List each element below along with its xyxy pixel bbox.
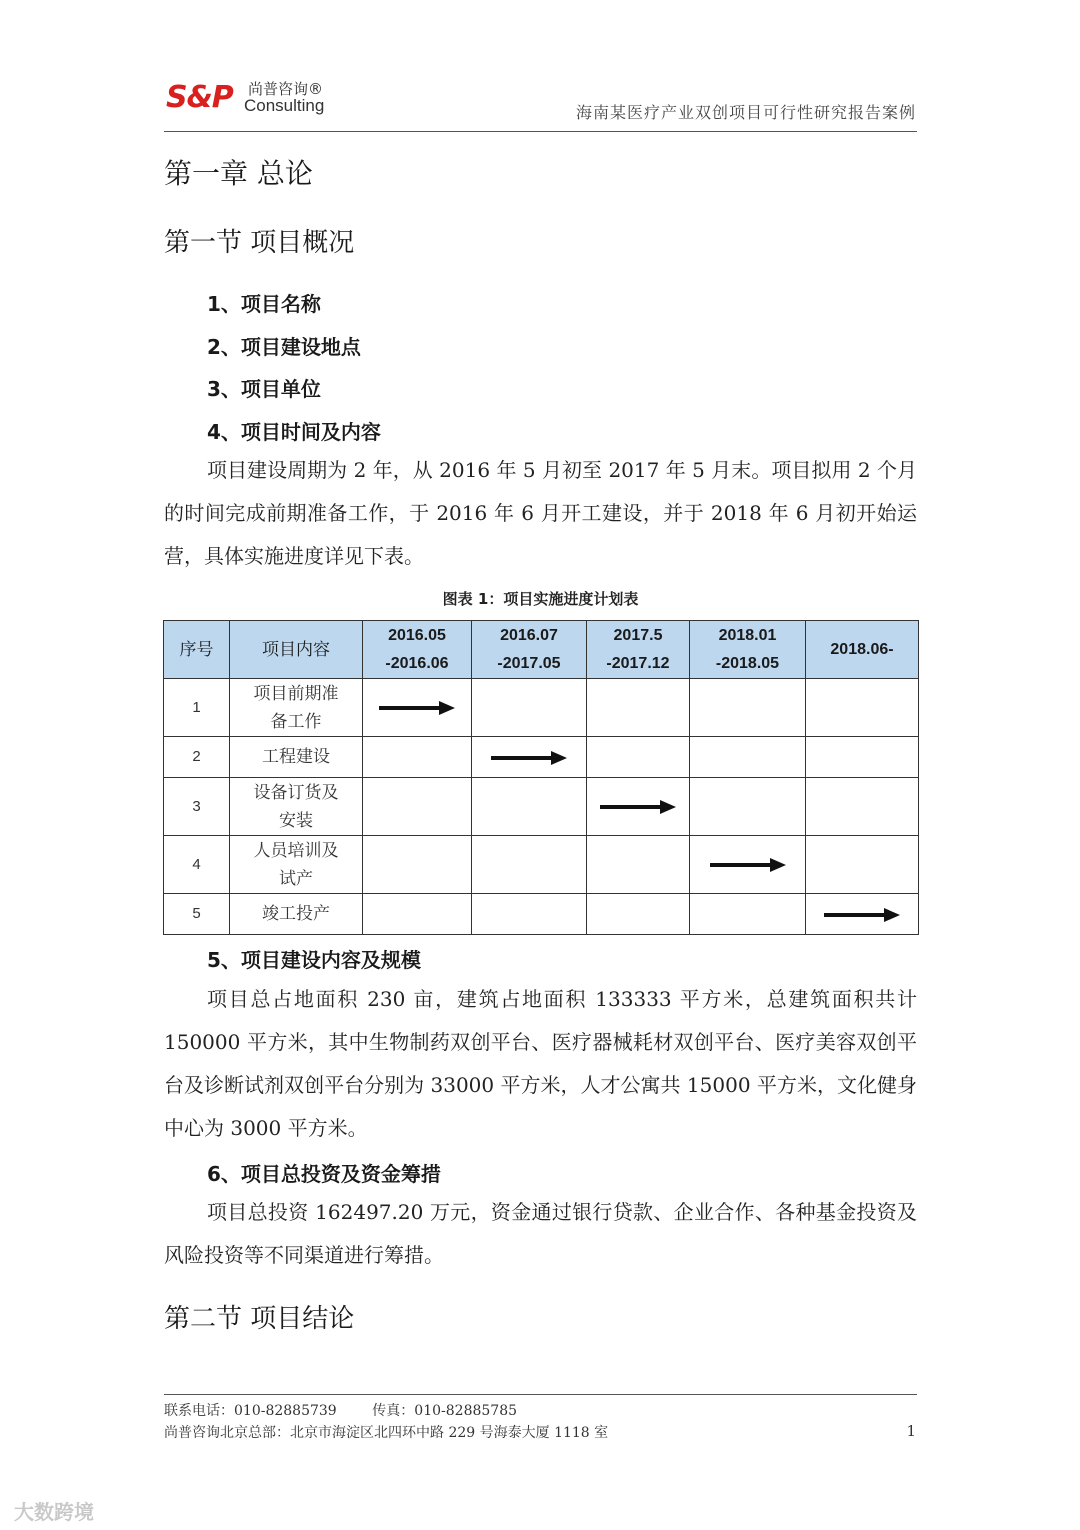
- table-header-row: [164, 621, 919, 679]
- logo-cn-text: 尚普咨询®: [248, 80, 324, 98]
- phase-cell: [363, 778, 472, 836]
- row-content: 竣工投产: [230, 894, 363, 935]
- arrow-right-icon: [710, 858, 786, 872]
- table-row: [164, 894, 919, 935]
- table-row: [164, 737, 919, 778]
- header-seq: 序号: [164, 621, 230, 679]
- phase-cell: [472, 836, 587, 894]
- row-number: 3: [164, 778, 230, 836]
- row-content: 项目前期准 备工作: [230, 679, 363, 737]
- footer-divider: [164, 1394, 917, 1395]
- phase-cell: [806, 679, 919, 737]
- phase-cell: [363, 836, 472, 894]
- section-title-conclusion: 第二节 项目结论: [164, 1304, 355, 1334]
- phase-cell: [806, 894, 919, 935]
- row-content: 设备订货及 安装: [230, 778, 363, 836]
- watermark: 大数跨境: [14, 1500, 94, 1524]
- company-logo: [166, 74, 336, 118]
- logo-en-text: Consulting: [244, 96, 325, 115]
- item-project-schedule: 4、项目时间及内容: [207, 420, 381, 444]
- item-construction-scale: 5、项目建设内容及规模: [207, 948, 421, 972]
- table-row: [164, 679, 919, 737]
- item-project-location: 2、项目建设地点: [207, 335, 361, 359]
- phase-cell: [363, 737, 472, 778]
- header-phase-4: 2018.01 -2018.05: [690, 621, 806, 679]
- header-phase-1: 2016.05 -2016.06: [363, 621, 472, 679]
- phase-cell: [472, 737, 587, 778]
- item-project-unit: 3、项目单位: [207, 377, 321, 401]
- phase-cell: [472, 679, 587, 737]
- row-number: 4: [164, 836, 230, 894]
- item-project-name: 1、项目名称: [207, 292, 321, 316]
- phase-cell: [806, 737, 919, 778]
- page-number: 1: [906, 1422, 916, 1440]
- arrow-right-icon: [379, 701, 455, 715]
- footer-contact: 联系电话：010-82885739 传真：010-82885785: [164, 1403, 518, 1419]
- chapter-title: 第一章 总论: [164, 157, 313, 190]
- table-row: [164, 836, 919, 894]
- header-phase-3: 2017.5 -2017.12: [587, 621, 690, 679]
- phase-cell: [587, 894, 690, 935]
- row-number: 5: [164, 894, 230, 935]
- phase-cell: [690, 836, 806, 894]
- schedule-table: [163, 620, 919, 935]
- phase-cell: [587, 836, 690, 894]
- footer-address: 尚普咨询北京总部：北京市海淀区北四环中路 229 号海泰大厦 1118 室: [164, 1425, 609, 1441]
- phase-cell: [363, 679, 472, 737]
- header-content: 项目内容: [230, 621, 363, 679]
- header-phase-5: 2018.06-: [806, 621, 919, 679]
- arrow-right-icon: [824, 908, 900, 922]
- phase-cell: [806, 836, 919, 894]
- table-caption: 图表 1：项目实施进度计划表: [442, 590, 639, 608]
- arrow-right-icon: [491, 751, 567, 765]
- arrow-right-icon: [600, 800, 676, 814]
- phase-cell: [690, 778, 806, 836]
- document-title: 海南某医疗产业双创项目可行性研究报告案例: [575, 103, 916, 122]
- paragraph-construction-scale: 项目总占地面积 230 亩，建筑占地面积 133333 平方米，总建筑面积共计 150000 平方米，其中生物制药双创平台、医疗器械耗材双创平台、医疗美容双创平台及诊断试剂双创平台分别为 33000 平方米，人才公寓共 15000 平方米，文化健身中心为 3000 平方米。: [164, 987, 917, 1140]
- section-title-overview: 第一节 项目概况: [164, 228, 355, 258]
- phase-cell: [690, 737, 806, 778]
- header-phase-2: 2016.07 -2017.05: [472, 621, 587, 679]
- phase-cell: [472, 778, 587, 836]
- phase-cell: [587, 679, 690, 737]
- phase-cell: [690, 894, 806, 935]
- phase-cell: [587, 737, 690, 778]
- paragraph-schedule: 项目建设周期为 2 年，从 2016 年 5 月初至 2017 年 5 月末。项目拟用 2 个月的时间完成前期准备工作，于 2016 年 6 月开工建设，并于 2018 年 6 月初开始运营，具体实施进度详见下表。: [164, 458, 917, 568]
- row-content: 工程建设: [230, 737, 363, 778]
- phase-cell: [806, 778, 919, 836]
- phase-cell: [587, 778, 690, 836]
- paragraph-investment: 项目总投资 162497.20 万元，资金通过银行贷款、企业合作、各种基金投资及风险投资等不同渠道进行筹措。: [164, 1200, 917, 1267]
- table-row: [164, 778, 919, 836]
- logo-mark: S&P: [166, 80, 233, 115]
- item-investment: 6、项目总投资及资金筹措: [207, 1162, 441, 1186]
- row-number: 2: [164, 737, 230, 778]
- row-number: 1: [164, 679, 230, 737]
- header-divider: [164, 131, 917, 132]
- phase-cell: [472, 894, 587, 935]
- phase-cell: [363, 894, 472, 935]
- row-content: 人员培训及 试产: [230, 836, 363, 894]
- phase-cell: [690, 679, 806, 737]
